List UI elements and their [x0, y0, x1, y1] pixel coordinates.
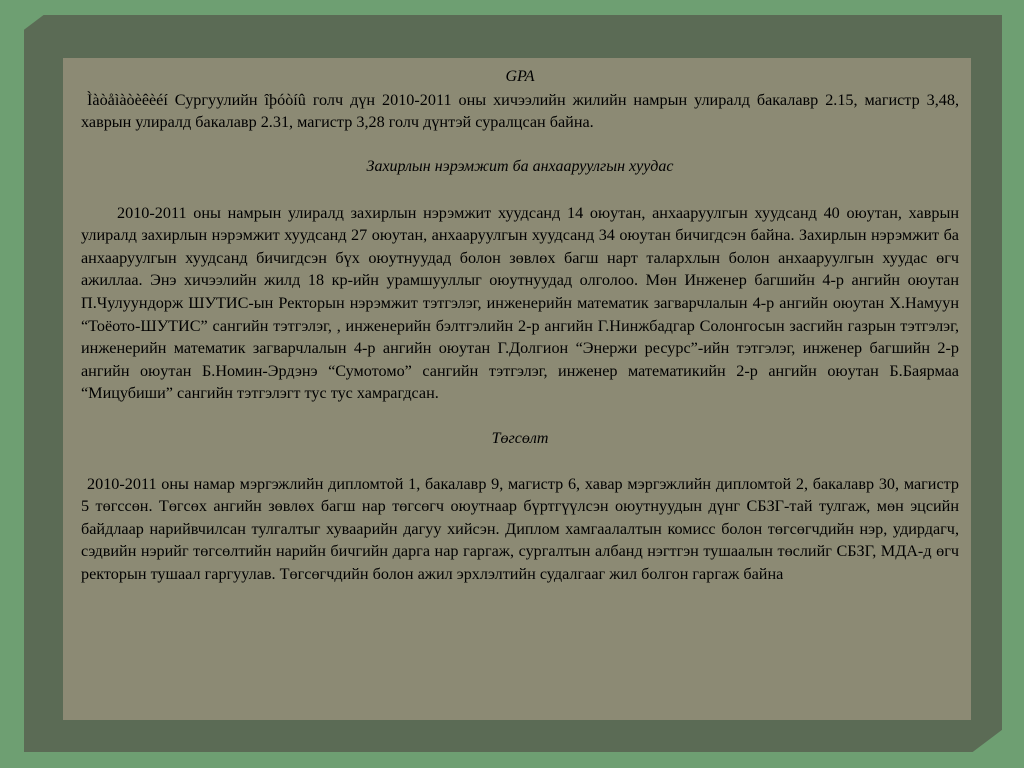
gpa-paragraph: Ìàòåìàòèêèéí Сургуулийн îþóòíû голч дүн 2010-2011 оны хичээлийн жилийн намрын улиралд бакалавр 2.15, магистр 3,48, хаврын улиралд бакалавр 2.31, магистр 3,28 голч дүнтэй суралцсан байна.: [81, 90, 959, 132]
award-paragraph: 2010-2011 оны намрын улиралд захирлын нэрэмжит хуудсанд 14 оюутан, анхааруулгын хуудсанд 40 оюутан, хаврын улиралд захирлын нэрэмжит хуудсанд 27 оюутан, анхааруулгын хуудсанд 34 оюутан бичигдсэн байна. Захирлын нэрэмжит ба анхааруулгын хуудсанд бичигдсэн бүх оюутнуудад болон зөвлөх багш нарт талархлын болон анхааруулгын хуудас өгч ажиллаа. Энэ хичээлийн жилд 18 кр-ийн урамшууллыг оюутнуудад олголоо. Мөн Инженер багшийн 4-р ангийн оюутан П.Чулуундорж ШУТИС-ын Ректорын нэрэмжит тэтгэлэг, инженерийн математик загварчлалын 4-р ангийн оюутан Х.Намуун “Тоёото-ШУТИС” сангийн тэтгэлэг, , инженерийн бэлтгэлийн 2-р ангийн Г.Нинжбадгар Солонгосын засгийн газрын тэтгэлэг, инженерийн математик загварчлалын 4-р ангийн оюутан Г.Долгион “Энержи ресурс”-ийн тэтгэлэг, инженер багшийн 2-р ангийн оюутан Б.Номин-Эрдэнэ “Сумотомо” сангийн тэтгэлэг, инженер математикийн 2-р ангийн оюутан Б.Баярмаа “Мицубиши” сангийн тэтгэлэгт тус тус хамрагдсан.: [81, 203, 959, 403]
spacer: [81, 405, 959, 428]
gpa-heading: GPA: [505, 68, 535, 85]
award-heading: Захирлын нэрэмжит ба анхааруулгын хуудас: [366, 158, 674, 176]
text-panel: [63, 58, 971, 720]
grad-heading: Төгсөлт: [491, 429, 549, 447]
spacer: [81, 134, 959, 157]
grad-paragraph: 2010-2011 оны намар мэргэжлийн дипломтой 1, бакалавр 9, магистр 6, хавар мэргэжлийн дипломтой 2, бакалавр 30, магистр 5 төгссөн. Төгсөх ангийн зөвлөх багш нар төгсөгч оюутнаар бүртгүүлсэн оюутнуудын дүнг СБЗГ-тай тулгаж, мөн эцсийн байдлаар нарийвчилсан тулгалтыг хуваарийн дагуу хийсэн. Диплом хамгаалалтын комисс болон төгсөгчдийн нэр, удирдагч, сэдвийн нэрийг төгсөлтийн нарийн бичгийн дарга нар гаргаж, сургалтын албанд нэгтгэн тушаалын төслийг СБЗГ, МДА-д өгч ректорын тушаал гаргуулав. Төгсөгчдийн болон ажил эрхлэлтийн судалгааг жил болгон гаргаж байна: [81, 474, 959, 584]
spacer: [81, 179, 959, 202]
spacer: [81, 450, 959, 473]
